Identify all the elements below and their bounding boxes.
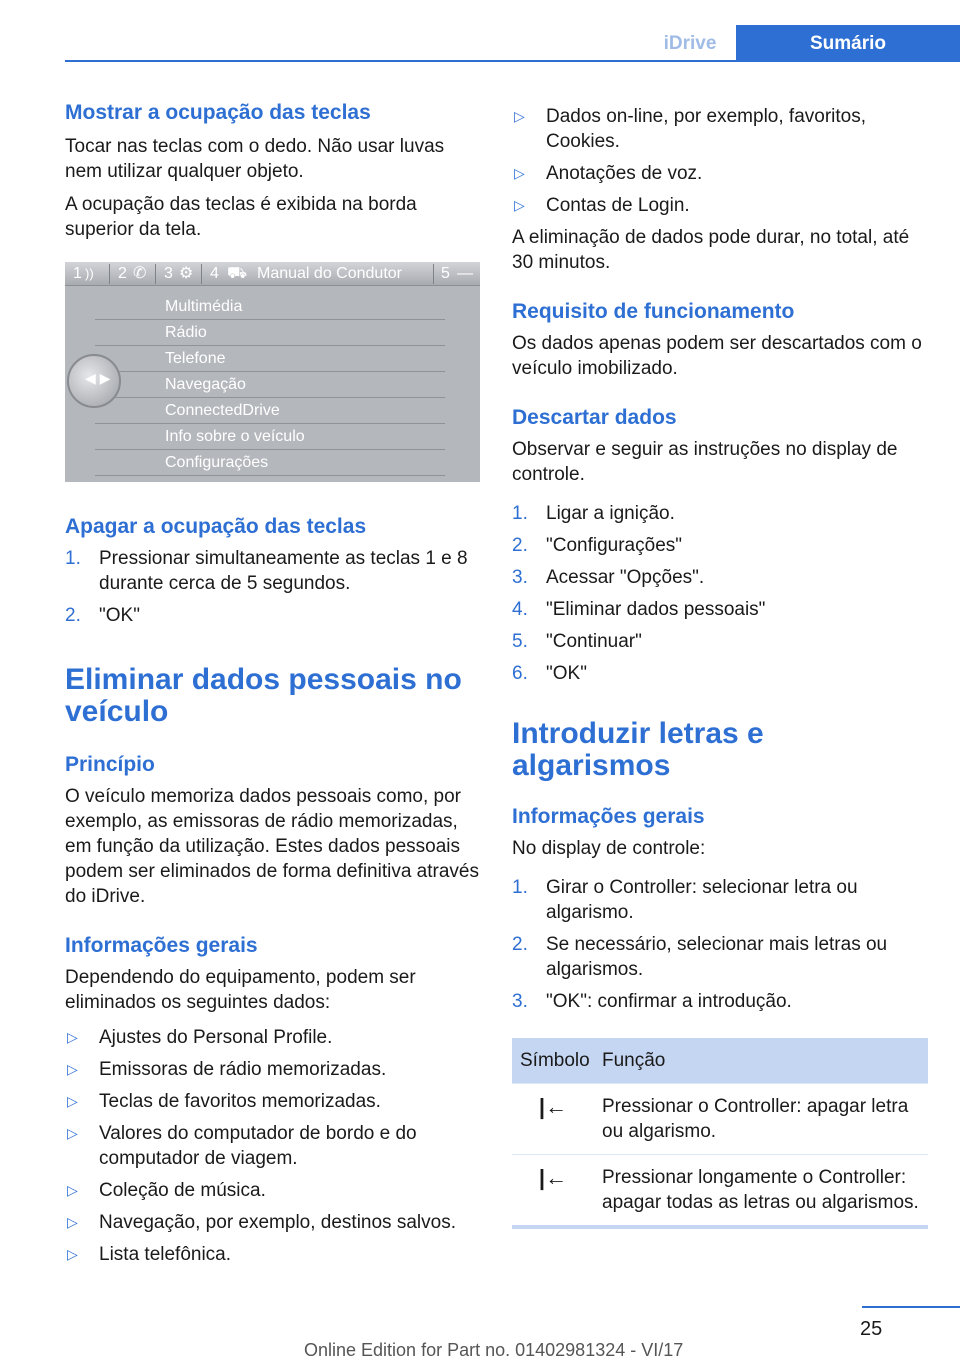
paragraph: Observar e seguir as instruções no display de controle. bbox=[512, 439, 898, 485]
triangle-bullet-icon: ▷ bbox=[67, 1214, 78, 1230]
list-item: ▷ Coleção de música. bbox=[67, 1180, 266, 1201]
chapter-title: Introduzir letras e algarismos bbox=[512, 717, 764, 782]
idrive-screen-illustration bbox=[65, 262, 480, 482]
table-cell: Pressionar o Controller: apagar letra ou algarismo. bbox=[602, 1096, 909, 1142]
radio-icon: )) bbox=[85, 266, 94, 281]
list-item: ▷ Navegação, por exemplo, destinos salvos. bbox=[67, 1212, 456, 1233]
table-row bbox=[512, 1154, 928, 1225]
phone-icon: ✆ bbox=[133, 265, 147, 282]
screen-manual-label: Manual do Condutor bbox=[257, 265, 402, 282]
list-item: 1. Ligar a ignição. bbox=[512, 503, 675, 524]
left-column bbox=[65, 100, 480, 1274]
screen-menu-item: Telefone bbox=[95, 346, 445, 372]
screen-topbar bbox=[65, 262, 480, 286]
right-column bbox=[512, 100, 928, 1229]
list-item: ▷ Dados on-line, por exemplo, favoritos, Cookies. bbox=[514, 106, 866, 152]
screen-key-5: 5 bbox=[441, 265, 450, 282]
triangle-bullet-icon: ▷ bbox=[514, 197, 525, 213]
step-list bbox=[512, 875, 928, 1014]
symbol-table bbox=[512, 1038, 928, 1229]
edition-note: Online Edition for Part no. 01402981324 - VI/17 bbox=[304, 1340, 684, 1360]
screen-menu-item: Configurações bbox=[95, 450, 445, 476]
paragraph: A ocupação das teclas é exibida na borda superior da tela. bbox=[65, 194, 417, 240]
paragraph: A eliminação de dados pode durar, no total, até 30 minutos. bbox=[512, 227, 910, 273]
section-title: Mostrar a ocupação das teclas bbox=[65, 101, 371, 124]
list-item: 1. Girar o Controller: selecionar letra ou algarismo. bbox=[512, 877, 858, 923]
section-title: Princípio bbox=[65, 753, 155, 776]
list-item: ▷ Anotações de voz. bbox=[514, 163, 703, 184]
delete-all-icon: |← bbox=[538, 1165, 568, 1190]
triangle-bullet-icon: ▷ bbox=[67, 1093, 78, 1109]
list-item: 3. Acessar "Opções". bbox=[512, 567, 705, 588]
list-item: 2. "OK" bbox=[65, 605, 140, 626]
triangle-bullet-icon: ▷ bbox=[67, 1029, 78, 1045]
screen-menu-item: Rádio bbox=[95, 320, 445, 346]
triangle-bullet-icon: ▷ bbox=[67, 1125, 78, 1141]
list-item: ▷ Emissoras de rádio memorizadas. bbox=[67, 1059, 387, 1080]
minus-icon: — bbox=[457, 265, 473, 282]
triangle-bullet-icon: ▷ bbox=[514, 165, 525, 181]
section-title: Informações gerais bbox=[65, 934, 258, 957]
list-item: 6. "OK" bbox=[512, 663, 587, 684]
step-list bbox=[512, 501, 928, 686]
section-title: Informações gerais bbox=[512, 805, 705, 828]
list-item: ▷ Ajustes do Personal Profile. bbox=[67, 1027, 333, 1048]
list-item: 5. "Continuar" bbox=[512, 631, 642, 652]
table-header-row bbox=[512, 1038, 928, 1083]
controller-knob-icon: ◀ ▶ bbox=[67, 354, 121, 408]
table-cell: Pressionar longamente o Controller: apagar todas as letras ou algarismos. bbox=[602, 1167, 919, 1213]
list-item: 3. "OK": confirmar a introdução. bbox=[512, 991, 792, 1012]
triangle-bullet-icon: ▷ bbox=[67, 1246, 78, 1262]
list-item: ▷ Teclas de favoritos memorizadas. bbox=[67, 1091, 381, 1112]
section-title: Descartar dados bbox=[512, 406, 677, 429]
list-item: 2. "Configurações" bbox=[512, 535, 683, 556]
paragraph: O veículo memoriza dados pessoais como, por exemplo, as emissoras de rádio memorizadas, em função da utilização. Estes dados pessoais podem ser eliminados de forma definitiva através do iDrive. bbox=[65, 786, 479, 907]
screen-key-4: 4 bbox=[210, 265, 219, 282]
screen-key-2: 2 bbox=[118, 265, 127, 282]
list-item: ▷ Lista telefônica. bbox=[67, 1244, 232, 1265]
bullet-list bbox=[65, 1025, 480, 1267]
triangle-bullet-icon: ▷ bbox=[514, 108, 525, 124]
paragraph: No display de controle: bbox=[512, 838, 706, 859]
list-item: 2. Se necessário, selecionar mais letras ou algarismos. bbox=[512, 934, 888, 980]
list-item: 4. "Eliminar dados pessoais" bbox=[512, 599, 766, 620]
section-title: Apagar a ocupação das teclas bbox=[65, 515, 367, 538]
gear-icon: ⚙ bbox=[179, 265, 194, 282]
page-number: 25 bbox=[860, 1318, 883, 1340]
table-row bbox=[512, 1083, 928, 1154]
list-item: ▷ Valores do computador de bordo e do computador de viagem. bbox=[67, 1123, 417, 1169]
header-tab-idrive[interactable]: iDrive bbox=[663, 33, 717, 54]
paragraph: Tocar nas teclas com o dedo. Não usar luvas nem utilizar qualquer objeto. bbox=[65, 136, 445, 182]
list-item: ▷ Contas de Login. bbox=[514, 195, 690, 216]
delete-char-icon: |← bbox=[538, 1094, 568, 1119]
car-icon: ⛟ bbox=[227, 265, 248, 282]
step-list bbox=[65, 546, 480, 628]
chapter-title: Eliminar dados pessoais no veículo bbox=[65, 663, 462, 728]
table-header-cell: Função bbox=[602, 1050, 666, 1071]
triangle-bullet-icon: ▷ bbox=[67, 1061, 78, 1077]
table-header-cell: Símbolo bbox=[520, 1050, 590, 1071]
screen-menu-item: Navegação bbox=[95, 372, 445, 398]
bullet-list bbox=[512, 104, 928, 218]
screen-menu-item: Info sobre o veículo bbox=[95, 424, 445, 450]
paragraph: Dependendo do equipamento, podem ser eliminados os seguintes dados: bbox=[65, 967, 416, 1013]
screen-menu-item: Multimédia bbox=[95, 294, 445, 320]
screen-key-3: 3 bbox=[164, 265, 173, 282]
section-title: Requisito de funcionamento bbox=[512, 300, 795, 323]
paragraph: Os dados apenas podem ser descartados com o veículo imobilizado. bbox=[512, 333, 922, 379]
screen-menu-item: ConnectedDrive bbox=[95, 398, 445, 424]
list-item: 1. Pressionar simultaneamente as teclas 1 e 8 durante cerca de 5 segundos. bbox=[65, 548, 468, 594]
footer-rule bbox=[862, 1306, 960, 1308]
screen-key-1: 1 bbox=[73, 265, 82, 282]
triangle-bullet-icon: ▷ bbox=[67, 1182, 78, 1198]
header-tab-sumario[interactable]: Sumário bbox=[736, 25, 960, 62]
